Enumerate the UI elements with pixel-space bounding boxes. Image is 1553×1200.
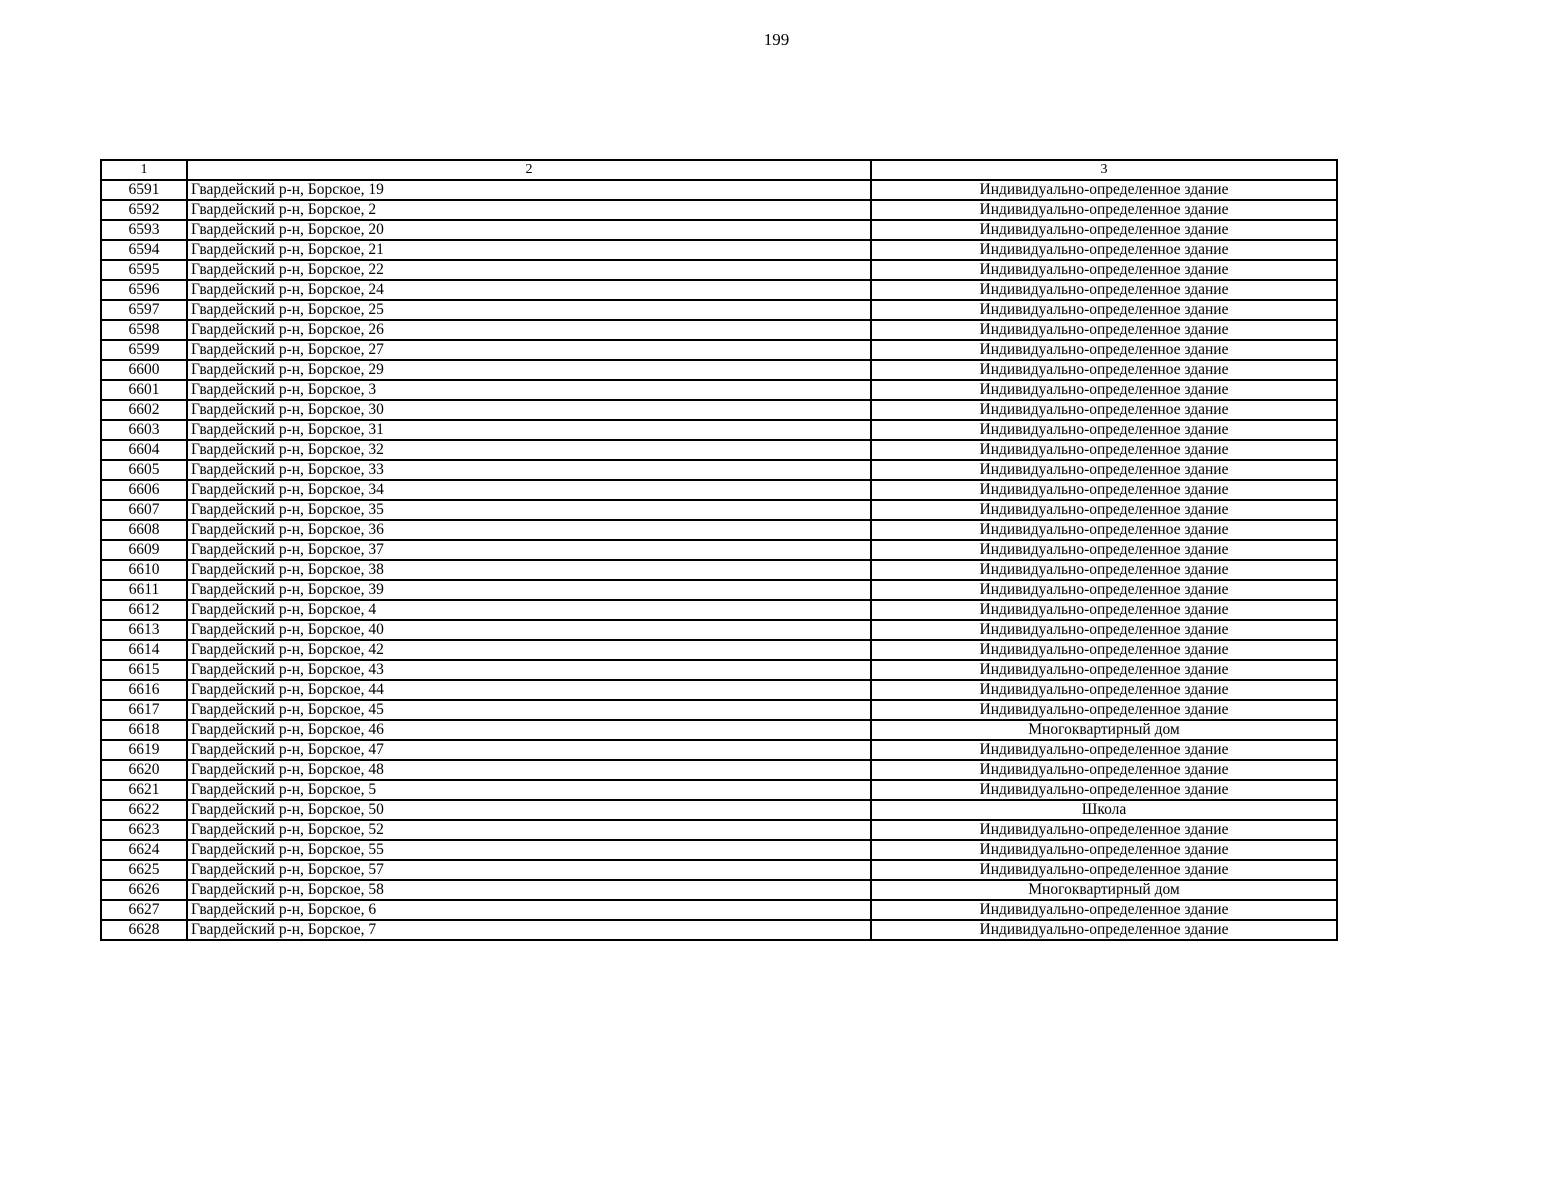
table-row [101,540,1337,560]
table-row [101,520,1337,540]
table-row [101,660,1337,680]
address-cell: Гвардейский р-н, Борское, 38 [187,560,871,580]
column-header-3: 3 [871,160,1337,180]
address-cell: Гвардейский р-н, Борское, 29 [187,360,871,380]
object-type-cell: Индивидуально-определенное здание [871,700,1337,720]
object-type-cell: Школа [871,800,1337,820]
row-number-cell: 6597 [101,300,187,320]
address-cell: Гвардейский р-н, Борское, 58 [187,880,871,900]
row-number-cell: 6622 [101,800,187,820]
object-type-cell: Индивидуально-определенное здание [871,220,1337,240]
row-number-cell: 6603 [101,420,187,440]
object-type-cell: Индивидуально-определенное здание [871,620,1337,640]
table-body [101,160,1337,940]
table-row [101,440,1337,460]
table-row [101,600,1337,620]
row-number-cell: 6612 [101,600,187,620]
object-type-cell: Индивидуально-определенное здание [871,440,1337,460]
table-row [101,760,1337,780]
table-row [101,800,1337,820]
row-number-cell: 6594 [101,240,187,260]
row-number-cell: 6598 [101,320,187,340]
address-cell: Гвардейский р-н, Борское, 52 [187,820,871,840]
object-type-cell: Индивидуально-определенное здание [871,240,1337,260]
address-cell: Гвардейский р-н, Борское, 30 [187,400,871,420]
row-number-cell: 6627 [101,900,187,920]
row-number-cell: 6606 [101,480,187,500]
table-row [101,680,1337,700]
object-type-cell: Индивидуально-определенное здание [871,900,1337,920]
object-type-cell: Индивидуально-определенное здание [871,500,1337,520]
row-number-cell: 6614 [101,640,187,660]
address-cell: Гвардейский р-н, Борское, 26 [187,320,871,340]
address-cell: Гвардейский р-н, Борское, 20 [187,220,871,240]
object-type-cell: Индивидуально-определенное здание [871,760,1337,780]
table-row [101,720,1337,740]
address-cell: Гвардейский р-н, Борское, 36 [187,520,871,540]
object-type-cell: Индивидуально-определенное здание [871,380,1337,400]
table-row [101,260,1337,280]
column-header-1: 1 [101,160,187,180]
address-cell: Гвардейский р-н, Борское, 55 [187,840,871,860]
row-number-cell: 6601 [101,380,187,400]
table-row [101,840,1337,860]
table-row [101,300,1337,320]
row-number-cell: 6596 [101,280,187,300]
object-type-cell: Индивидуально-определенное здание [871,400,1337,420]
table-header-row [101,160,1337,180]
registry-table [100,159,1338,941]
row-number-cell: 6626 [101,880,187,900]
table-row [101,280,1337,300]
address-cell: Гвардейский р-н, Борское, 43 [187,660,871,680]
row-number-cell: 6618 [101,720,187,740]
table-row [101,460,1337,480]
row-number-cell: 6617 [101,700,187,720]
row-number-cell: 6611 [101,580,187,600]
row-number-cell: 6619 [101,740,187,760]
address-cell: Гвардейский р-н, Борское, 24 [187,280,871,300]
row-number-cell: 6593 [101,220,187,240]
table-row [101,240,1337,260]
address-cell: Гвардейский р-н, Борское, 37 [187,540,871,560]
table-row [101,880,1337,900]
object-type-cell: Индивидуально-определенное здание [871,820,1337,840]
object-type-cell: Индивидуально-определенное здание [871,260,1337,280]
address-cell: Гвардейский р-н, Борское, 34 [187,480,871,500]
object-type-cell: Индивидуально-определенное здание [871,480,1337,500]
object-type-cell: Индивидуально-определенное здание [871,660,1337,680]
row-number-cell: 6621 [101,780,187,800]
object-type-cell: Индивидуально-определенное здание [871,580,1337,600]
table-row [101,780,1337,800]
address-cell: Гвардейский р-н, Борское, 31 [187,420,871,440]
object-type-cell: Индивидуально-определенное здание [871,540,1337,560]
row-number-cell: 6591 [101,180,187,200]
address-cell: Гвардейский р-н, Борское, 42 [187,640,871,660]
row-number-cell: 6604 [101,440,187,460]
object-type-cell: Индивидуально-определенное здание [871,780,1337,800]
table-row [101,580,1337,600]
row-number-cell: 6624 [101,840,187,860]
row-number-cell: 6620 [101,760,187,780]
object-type-cell: Индивидуально-определенное здание [871,180,1337,200]
address-cell: Гвардейский р-н, Борское, 57 [187,860,871,880]
row-number-cell: 6609 [101,540,187,560]
row-number-cell: 6592 [101,200,187,220]
object-type-cell: Индивидуально-определенное здание [871,420,1337,440]
object-type-cell: Индивидуально-определенное здание [871,280,1337,300]
address-cell: Гвардейский р-н, Борское, 25 [187,300,871,320]
table-row [101,860,1337,880]
address-cell: Гвардейский р-н, Борское, 19 [187,180,871,200]
address-cell: Гвардейский р-н, Борское, 46 [187,720,871,740]
object-type-cell: Индивидуально-определенное здание [871,300,1337,320]
object-type-cell: Индивидуально-определенное здание [871,640,1337,660]
row-number-cell: 6616 [101,680,187,700]
row-number-cell: 6602 [101,400,187,420]
object-type-cell: Индивидуально-определенное здание [871,600,1337,620]
address-cell: Гвардейский р-н, Борское, 3 [187,380,871,400]
address-cell: Гвардейский р-н, Борское, 47 [187,740,871,760]
address-cell: Гвардейский р-н, Борское, 33 [187,460,871,480]
row-number-cell: 6595 [101,260,187,280]
object-type-cell: Индивидуально-определенное здание [871,840,1337,860]
object-type-cell: Индивидуально-определенное здание [871,340,1337,360]
address-cell: Гвардейский р-н, Борское, 39 [187,580,871,600]
table-row [101,920,1337,940]
address-cell: Гвардейский р-н, Борское, 40 [187,620,871,640]
address-cell: Гвардейский р-н, Борское, 45 [187,700,871,720]
table-row [101,560,1337,580]
address-cell: Гвардейский р-н, Борское, 4 [187,600,871,620]
object-type-cell: Индивидуально-определенное здание [871,740,1337,760]
column-header-2: 2 [187,160,871,180]
table-row [101,640,1337,660]
table-row [101,500,1337,520]
address-cell: Гвардейский р-н, Борское, 5 [187,780,871,800]
object-type-cell: Индивидуально-определенное здание [871,360,1337,380]
object-type-cell: Индивидуально-определенное здание [871,560,1337,580]
address-cell: Гвардейский р-н, Борское, 2 [187,200,871,220]
row-number-cell: 6625 [101,860,187,880]
address-cell: Гвардейский р-н, Борское, 6 [187,900,871,920]
row-number-cell: 6628 [101,920,187,940]
table-row [101,220,1337,240]
table-row [101,820,1337,840]
address-cell: Гвардейский р-н, Борское, 44 [187,680,871,700]
row-number-cell: 6605 [101,460,187,480]
row-number-cell: 6613 [101,620,187,640]
object-type-cell: Индивидуально-определенное здание [871,920,1337,940]
row-number-cell: 6615 [101,660,187,680]
row-number-cell: 6610 [101,560,187,580]
row-number-cell: 6623 [101,820,187,840]
address-cell: Гвардейский р-н, Борское, 27 [187,340,871,360]
table-row [101,740,1337,760]
table-row [101,340,1337,360]
row-number-cell: 6607 [101,500,187,520]
table-row [101,320,1337,340]
table-row [101,200,1337,220]
table-row [101,420,1337,440]
address-cell: Гвардейский р-н, Борское, 35 [187,500,871,520]
object-type-cell: Индивидуально-определенное здание [871,520,1337,540]
object-type-cell: Индивидуально-определенное здание [871,860,1337,880]
object-type-cell: Индивидуально-определенное здание [871,680,1337,700]
table-row [101,400,1337,420]
object-type-cell: Индивидуально-определенное здание [871,200,1337,220]
row-number-cell: 6608 [101,520,187,540]
address-cell: Гвардейский р-н, Борское, 7 [187,920,871,940]
row-number-cell: 6599 [101,340,187,360]
table-row [101,360,1337,380]
row-number-cell: 6600 [101,360,187,380]
address-cell: Гвардейский р-н, Борское, 32 [187,440,871,460]
address-cell: Гвардейский р-н, Борское, 21 [187,240,871,260]
table-row [101,380,1337,400]
table-row [101,480,1337,500]
object-type-cell: Многоквартирный дом [871,880,1337,900]
page-number: 199 [763,30,790,49]
object-type-cell: Индивидуально-определенное здание [871,460,1337,480]
object-type-cell: Многоквартирный дом [871,720,1337,740]
table-row [101,180,1337,200]
table-row [101,620,1337,640]
address-cell: Гвардейский р-н, Борское, 48 [187,760,871,780]
table-row [101,900,1337,920]
address-cell: Гвардейский р-н, Борское, 22 [187,260,871,280]
address-cell: Гвардейский р-н, Борское, 50 [187,800,871,820]
object-type-cell: Индивидуально-определенное здание [871,320,1337,340]
table-row [101,700,1337,720]
